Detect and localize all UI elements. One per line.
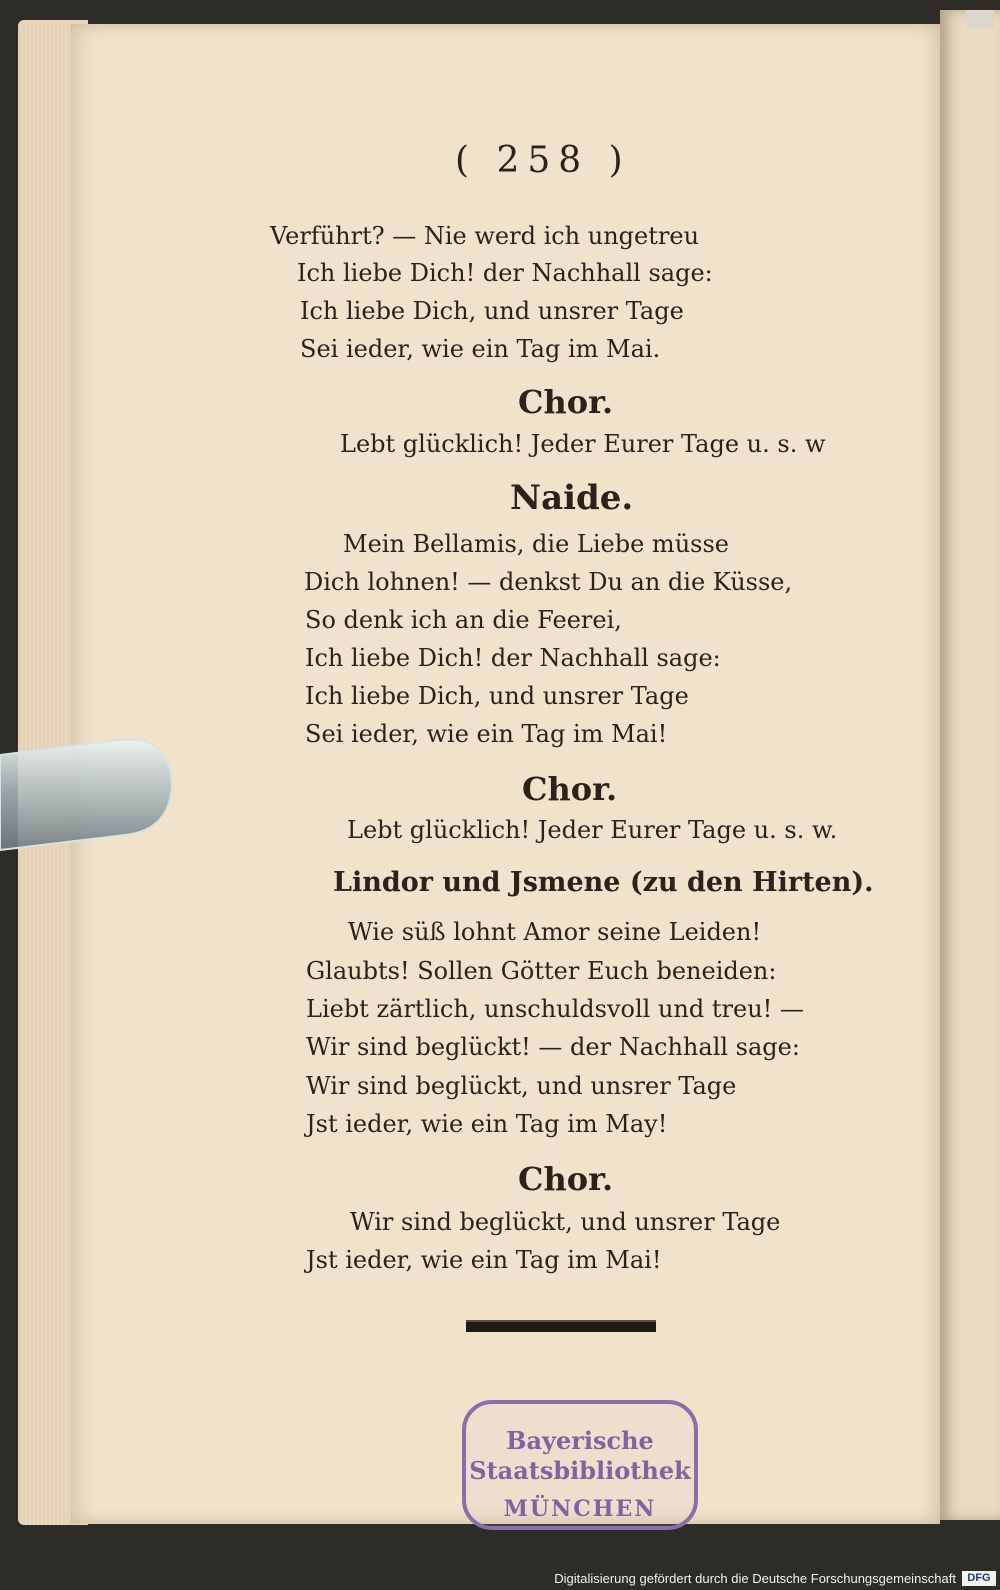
verse-line: Glaubts! Sollen Götter Euch beneiden: [306, 957, 777, 985]
verse-line: Verführt? — Nie werd ich ungetreu [270, 222, 700, 250]
verse-line: Mein Bellamis, die Liebe müsse [343, 530, 729, 558]
verse-line: Jst ieder, wie ein Tag im Mai! [306, 1246, 662, 1274]
verse-line: Lebt glücklich! Jeder Eurer Tage u. s. w [340, 430, 826, 458]
stamp-line: MÜNCHEN [503, 1496, 657, 1522]
digitization-credit: Digitalisierung gefördert durch die Deutsche Forschungsgemeinschaft [554, 1571, 956, 1586]
speaker-heading: Naide. [510, 478, 634, 518]
verse-line: Ich liebe Dich! der Nachhall sage: [297, 259, 713, 287]
speaker-heading: Chor. [518, 1160, 614, 1198]
verse-line: Sei ieder, wie ein Tag im Mai! [305, 720, 668, 748]
verse-line: Wir sind beglückt, und unsrer Tage [350, 1208, 781, 1236]
verse-line: Lebt glücklich! Jeder Eurer Tage u. s. w. [347, 816, 838, 844]
verse-line: Dich lohnen! — denkst Du an die Küsse, [304, 568, 793, 596]
page-number: ( 258 ) [455, 140, 631, 181]
verse-line: Wir sind beglückt, und unsrer Tage [306, 1072, 737, 1100]
end-rule [466, 1320, 656, 1332]
verse-line: Ich liebe Dich, und unsrer Tage [300, 297, 684, 325]
dfg-logo: DFG [962, 1571, 996, 1586]
library-stamp [462, 1400, 698, 1530]
next-page-edge [940, 10, 1000, 1520]
verse-line: Liebt zärtlich, unschuldsvoll und treu! — [306, 995, 804, 1023]
verse-line: Wir sind beglückt! — der Nachhall sage: [306, 1033, 800, 1061]
page-clip [0, 735, 175, 855]
speaker-heading: Chor. [522, 770, 618, 808]
verse-line: Wie süß lohnt Amor seine Leiden! [348, 918, 762, 946]
verse-line: So denk ich an die Feerei, [305, 606, 622, 634]
page-tab [966, 10, 994, 28]
speaker-heading: Chor. [518, 383, 614, 421]
speaker-heading: Lindor und Jsmene (zu den Hirten). [333, 867, 874, 898]
verse-line: Ich liebe Dich! der Nachhall sage: [305, 644, 721, 672]
verse-line: Jst ieder, wie ein Tag im May! [306, 1110, 668, 1138]
stamp-line: Staatsbibliothek [469, 1456, 691, 1485]
verse-line: Sei ieder, wie ein Tag im Mai. [300, 335, 661, 363]
verse-line: Ich liebe Dich, und unsrer Tage [305, 682, 689, 710]
stamp-line: Bayerische [506, 1426, 654, 1455]
